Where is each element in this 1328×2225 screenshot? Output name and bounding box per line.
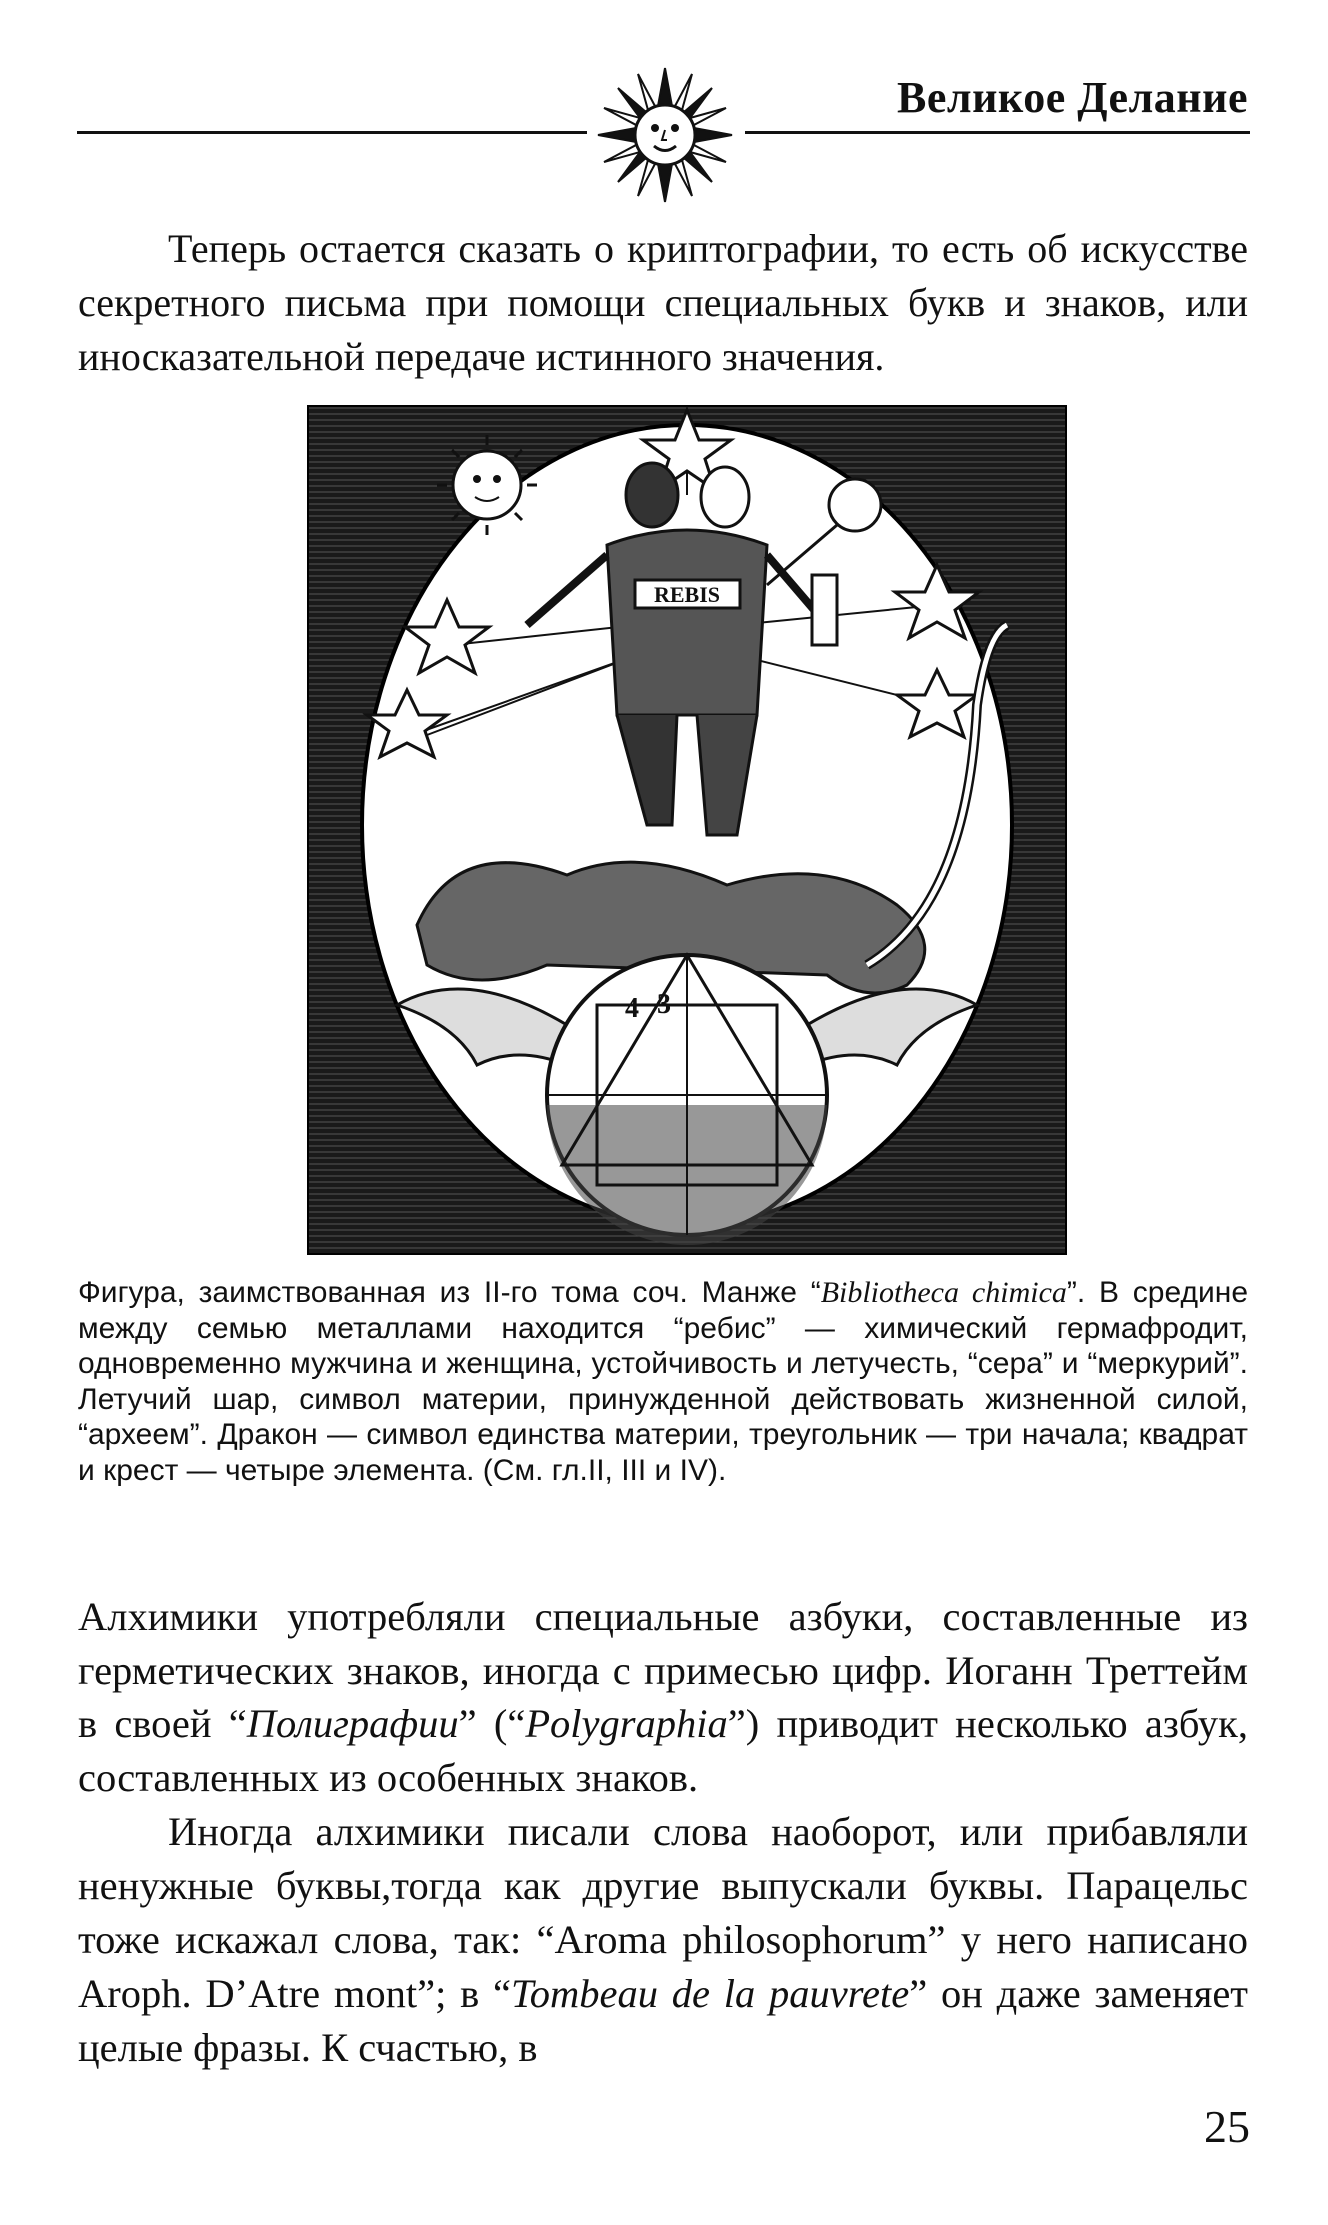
sun-face-ornament-icon [596,66,734,204]
page-number: 25 [1204,2101,1250,2152]
paragraph-word-reversal [78,1805,1248,2075]
p2-text-2: ” он даже заменяет целые фразы. К счастью, в [78,1971,1249,2070]
winged-globe [547,955,827,1245]
p1-italic-ru: Полиграфии [246,1701,459,1746]
p2-italic-title: Tombeau de la pauvrete [510,1971,910,2016]
sun-icon [437,435,537,535]
svg-text:3: 3 [657,989,671,1020]
p2-text-1: Иногда алхимики писали слова наоборот, или прибавляли ненужные буквы,тогда как другие выпускали буквы. Парацельс тоже искажал слова, так: “Aroma philosophorum” у него написано Aroph. D’Atre mont”; в “ [78,1809,1248,2016]
header-rule-right [745,131,1250,134]
figure-caption [78,1275,1248,1488]
paragraph-alchemical-alphabets [78,1590,1248,1804]
header-rule-left [77,131,587,134]
rebis-banner-label: REBIS [653,582,721,607]
caption-text-2: ”. В средине между семью металлами находится “ребис” — химический гермафродит, одновременно мужчина и женщина, устойчивость и летучесть, “сера” и “меркурий”. Летучий шар, символ материи, принужденной действовать жизненной силой, “археем”. Дракон — символ единства материи, треугольник — три начала; квадрат и крест — четыре элемента. (См. гл.II, III и IV). [78,1276,1248,1487]
p1-italic-lat: Polygraphia [525,1701,728,1746]
caption-text-1: Фигура, заимствованная из II-го тома соч. Манже “ [78,1276,821,1309]
p1-text-3: ”) приводит несколько азбук, составленных из особенных знаков. [78,1701,1248,1800]
running-title: Великое Делание [897,73,1248,122]
svg-text:4: 4 [625,993,639,1024]
intro-paragraph: Теперь остается сказать о криптографии, то есть об искусстве секретного письма при помощи специальных букв и знаков, или иносказательной передаче истинного значения. [78,226,1248,379]
p1-text-2: ” (“ [458,1701,526,1746]
caption-italic-title: Bibliotheca chimica [820,1276,1067,1309]
p1-text-1: Алхимики употребляли специальные азбуки, составленные из герметических знаков, иногда с примесью цифр. Иоганн Треттейм в своей “ [78,1594,1248,1746]
alchemical-rebis-engraving [307,405,1067,1255]
